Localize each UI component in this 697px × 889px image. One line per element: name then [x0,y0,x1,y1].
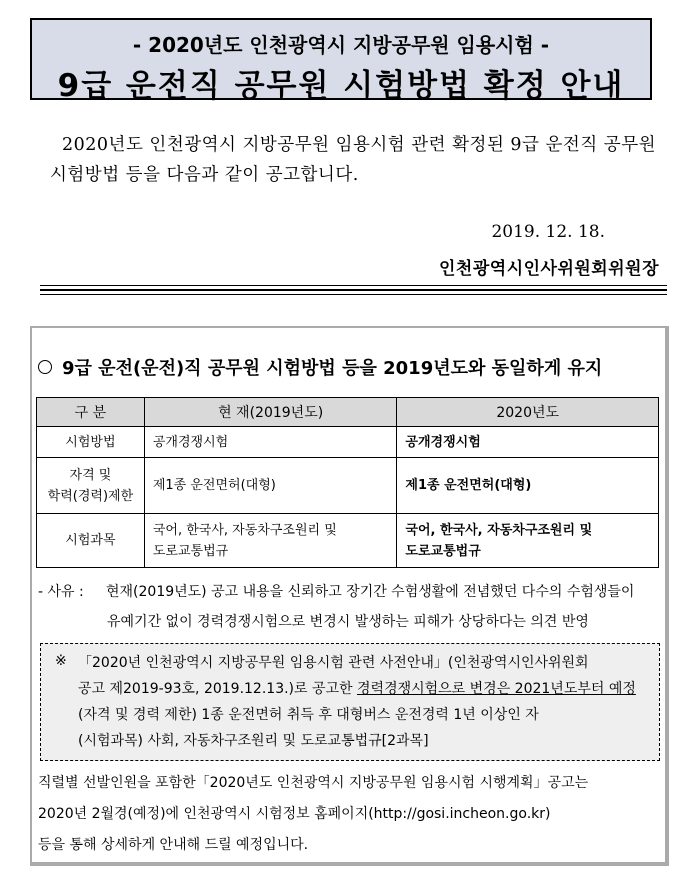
reason-line: 유예기간 없이 경력경쟁시험으로 변경시 발생하는 피해가 상당하다는 의견 반영 [107,614,589,630]
value-line: 국어, 한국사, 자동차구조원리 및 [405,522,593,538]
value-line: 국어, 한국사, 자동차구조원리 및 [152,522,337,538]
reference-mark-icon: ※ [55,653,67,669]
table-row [37,514,659,568]
notice-lines [78,650,658,754]
table-row [37,458,659,514]
table-header: 2020년도 [397,398,659,427]
separator-line [40,289,667,291]
title-subtitle: - 2020년도 인천광역시 지방공무원 임용시험 - [132,33,550,57]
signer: 인천광역시인사위원회위원장 [439,259,659,279]
notice-box [40,643,660,761]
next-value: 제1종 운전면허(대형) [397,458,659,514]
announcement-date: 2019. 12. 18. [491,222,605,242]
next-value [397,514,659,568]
table-row [37,427,659,458]
reason-text: 현재(2019년도) 공고 내용을 신뢰하고 장기간 수험생활에 전념했던 다수의 수험생들이 [106,584,635,600]
notice-line: (시험과목) 사회, 자동차구조원리 및 도로교통법규[2과목] [78,733,429,749]
title-box [30,18,652,104]
separator-line [40,285,667,286]
separator-line [40,294,667,295]
row-label-line: 학력(경력)제한 [47,488,134,504]
table-header-row [37,398,659,427]
section-heading-text: 9급 운전(운전)직 공무원 시험방법 등을 2019년도와 동일하게 유지 [62,358,603,379]
row-label: 시험과목 [37,514,145,568]
table-header: 현 재(2019년도) [144,398,397,427]
comparison-table [36,397,659,568]
closing-line: 2020년 2월경(예정)에 인천광역시 시험정보 홈페이지(http://gosi.incheon.go.kr) [38,806,551,822]
reason-label: - 사유 : [38,584,84,600]
row-label [37,458,145,514]
current-value: 제1종 운전면허(대형) [144,458,397,514]
notice-line-text: 공고 제2019-93호, 2019.12.13.)로 공고한 [78,681,358,697]
notice-line: 「2020년 인천광역시 지방공무원 임용시험 관련 사전안내」(인천광역시인사위원회 [78,655,589,671]
current-value [144,514,397,568]
value-line: 도로교통법규 [152,543,229,559]
reason-line [38,577,663,607]
closing-paragraph [38,768,663,861]
circle-bullet-icon [38,360,52,374]
notice-line [78,676,658,702]
table-header: 구 분 [37,398,145,427]
notice-line: (자격 및 경력 제한) 1종 운전면허 취득 후 대형버스 운전경력 1년 이상인 자 [78,707,539,723]
intro-paragraph: 2020년도 인천광역시 지방공무원 임용시험 관련 확정된 9급 운전직 공무원 시험방법 등을 다음과 같이 공고합니다. [50,135,657,185]
reason-note [38,577,663,637]
current-value: 공개경쟁시험 [144,427,397,458]
closing-line: 직렬별 선발인원을 포함한「2020년도 인천광역시 지방공무원 임용시험 시행계획」공고는 [38,775,589,791]
closing-line: 등을 통해 상세하게 안내해 드릴 예정입니다. [38,837,309,853]
section-heading [38,354,602,380]
next-value: 공개경쟁시험 [397,427,659,458]
value-line: 도로교통법규 [405,543,481,559]
row-label-line: 자격 및 [69,467,112,483]
notice-underlined-text: 경력경쟁시험으로 변경은 2021년도부터 예정 [357,681,636,697]
row-label: 시험방법 [37,427,145,458]
page-title: 9급 운전직 공무원 시험방법 확정 안내 [57,68,625,104]
